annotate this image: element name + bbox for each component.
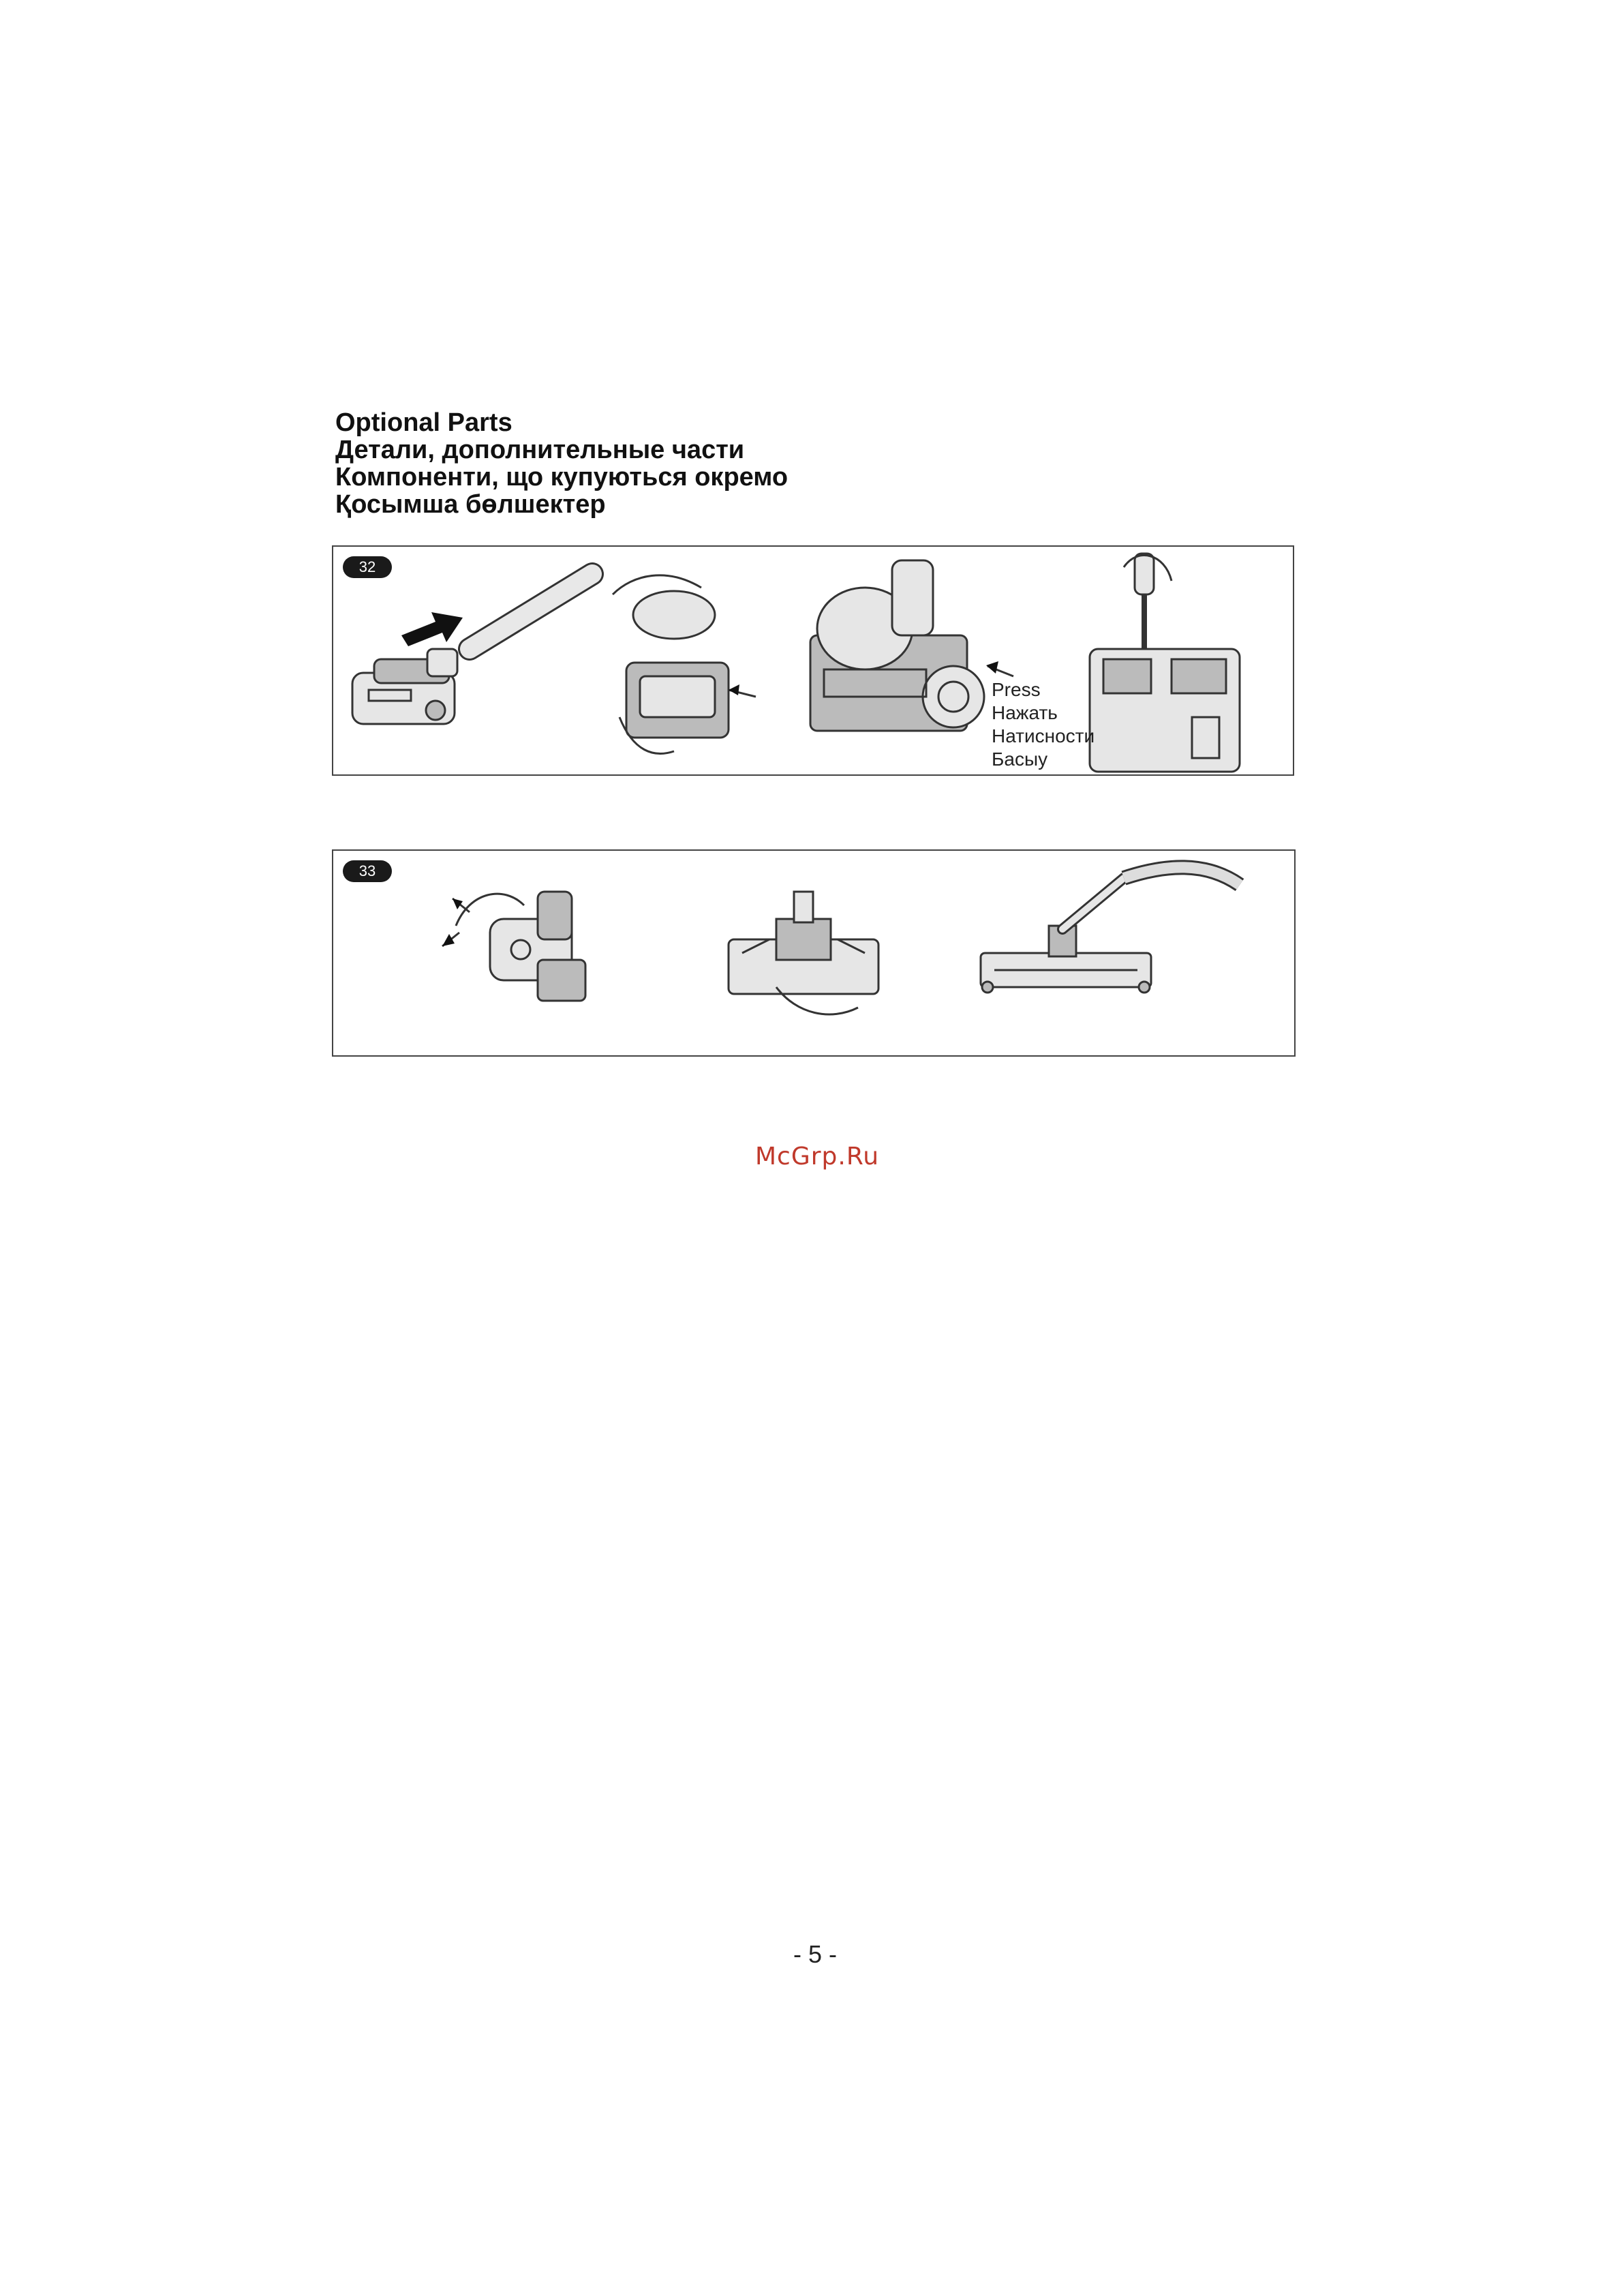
screwdriver-illustration — [1090, 554, 1240, 772]
figure-badge-32: 32 — [343, 556, 392, 578]
page-number: - 5 - — [793, 1940, 838, 1968]
brush-roller-illustration — [810, 560, 1013, 731]
press-label-ru: Нажать — [992, 702, 1058, 723]
figure-32-illustrations — [333, 547, 1293, 774]
press-label-uk: Натисности — [992, 725, 1095, 746]
figure-33 — [332, 849, 1296, 1057]
floor-nozzle-with-hose-illustration — [981, 867, 1240, 993]
press-label-en: Press — [992, 679, 1041, 700]
title-kk: Қосымша бөлшектер — [335, 490, 606, 519]
brush-open-illustration — [613, 575, 756, 754]
brush-head-removal-illustration — [442, 892, 585, 1001]
press-label-kk: Басыу — [992, 749, 1048, 770]
turbo-brush-illustration — [352, 649, 457, 724]
floor-nozzle-underside-illustration — [729, 892, 878, 1014]
figure-badge-33: 33 — [343, 860, 392, 882]
insert-arrow-icon — [401, 612, 463, 646]
title-ru: Детали, дополнительные части — [335, 436, 745, 464]
section-titles — [335, 409, 1289, 518]
press-instruction — [992, 678, 1095, 771]
figure-33-illustrations — [333, 851, 1294, 1055]
watermark: McGrp.Ru — [755, 1143, 880, 1170]
title-uk: Компоненти, що купуються окремо — [335, 463, 789, 492]
title-en: Optional Parts — [335, 408, 512, 437]
figure-32 — [332, 545, 1294, 776]
tube-illustration — [470, 574, 592, 649]
